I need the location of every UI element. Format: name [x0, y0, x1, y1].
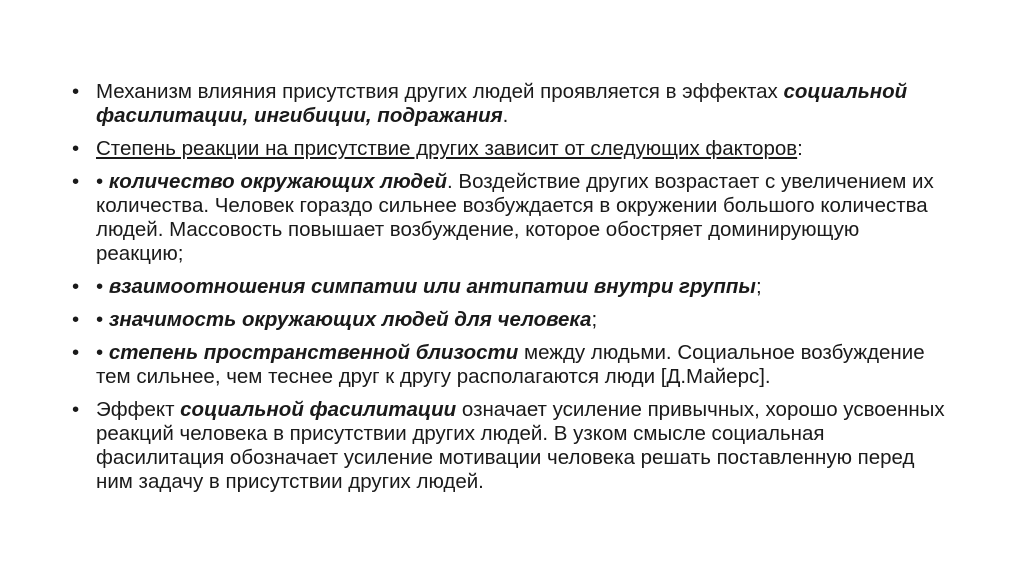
item-text: означает усиление привычных, хорошо усвоенных реакций человека в присутствии других людей. В узком смысле социальная фасилитация обозначает усиление мотивации человека решать поставленную перед ним задачу в присутствии других людей. [96, 398, 945, 493]
item-emphasis: количество окружающих людей [108, 170, 448, 193]
bullet-item-social-effects [72, 80, 952, 128]
bullet-item-group-relations [72, 275, 952, 299]
item-emphasis: взаимоотношения симпатии или антипатии внутри группы [108, 275, 756, 298]
item-text: Эффект [96, 398, 181, 421]
bullet-list [72, 80, 952, 503]
item-text: . [502, 104, 509, 127]
item-text: ; [755, 275, 762, 298]
bullet-marker: • [72, 398, 80, 421]
bullet-marker: • [72, 137, 80, 160]
bullet-item-significance [72, 308, 952, 332]
item-text: • [96, 170, 109, 193]
item-text: Механизм влияния присутствия других людей проявляется в эффектах [96, 80, 784, 103]
item-underlined-text: Степень реакции на присутствие других зависит от следующих факторов [96, 137, 798, 160]
item-emphasis: социальной фасилитации, ингибиции, подражания [96, 80, 908, 127]
item-emphasis: значимость окружающих людей для человека [108, 308, 592, 331]
item-text: : [797, 137, 803, 160]
bullet-marker: • [72, 80, 80, 103]
bullet-marker: • [72, 308, 80, 331]
bullet-item-facilitation-effect [72, 398, 952, 494]
bullet-marker: • [72, 275, 80, 298]
item-text: . Воздействие других возрастает с увеличением их количества. Человек гораздо сильнее возбуждается в окружении большого количества людей. Массовость повышает возбуждение, которое обостряет доминирующую реакцию; [96, 170, 934, 265]
item-text: • [96, 275, 109, 298]
item-emphasis: степень пространственной близости [108, 341, 519, 364]
bullet-marker: • [72, 170, 80, 193]
item-text: • [96, 308, 109, 331]
bullet-item-crowd-size [72, 170, 952, 266]
item-emphasis: социальной фасилитации [180, 398, 457, 421]
bullet-item-factors-intro [72, 137, 952, 161]
bullet-marker: • [72, 341, 80, 364]
item-text: ; [591, 308, 598, 331]
item-text: • [96, 341, 109, 364]
bullet-item-proximity [72, 341, 952, 389]
item-text: между людьми. Социальное возбуждение тем сильнее, чем теснее друг к другу располагаются люди [Д.Майерс]. [96, 341, 925, 388]
